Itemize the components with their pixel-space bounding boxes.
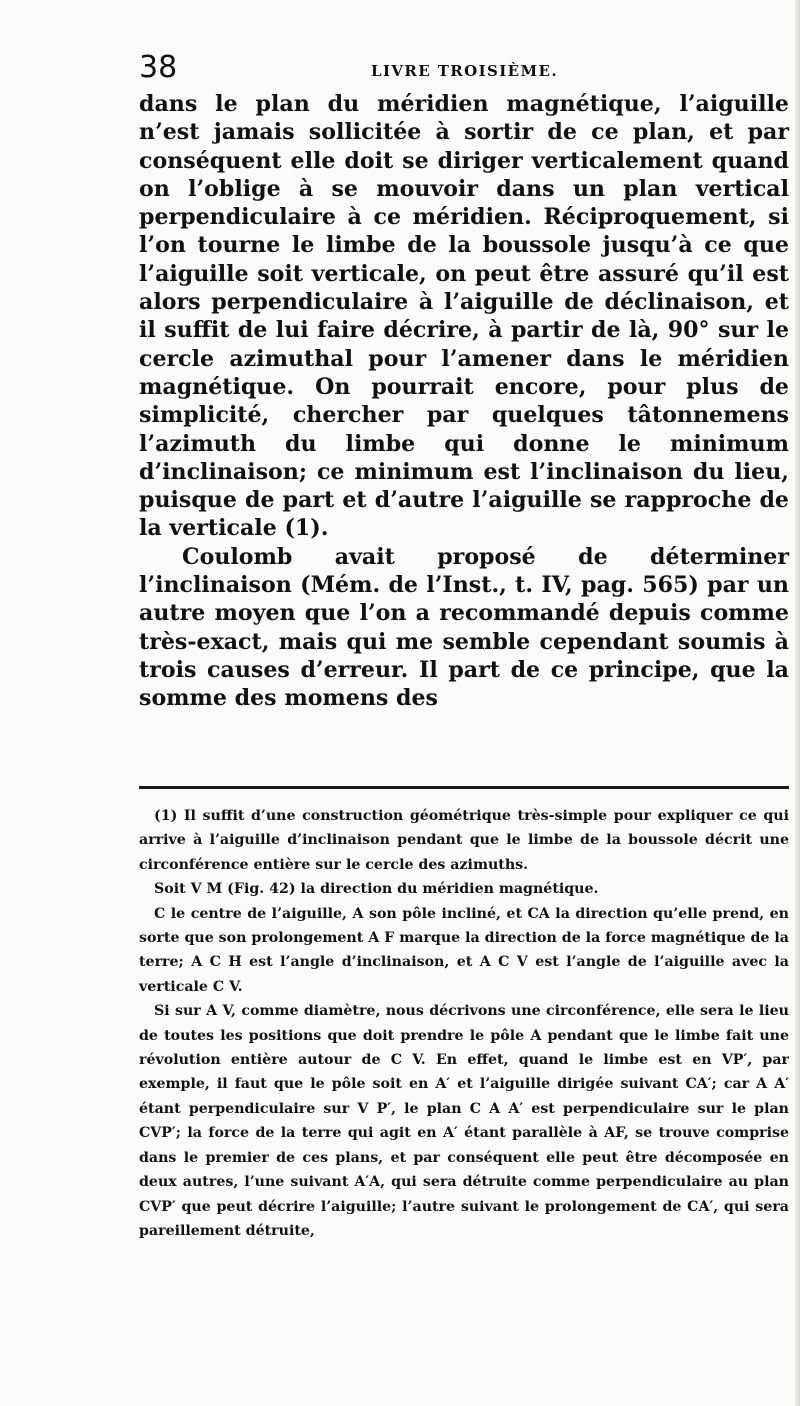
page-number: 38 [139,50,178,85]
footnote-separator [139,786,789,789]
body-paragraph-1: dans le plan du méridien magnétique, l’aiguille n’est jamais sollicitée à sortir de ce plan, et par conséquent elle doit se diriger verticalement quand on l’oblige à se mouvoir dans un plan vertical perpendiculaire à ce méridien. Réciproquement, si l’on tourne le limbe de la boussole jusqu’à ce que l’aiguille soit verticale, on peut être assuré qu’il est alors perpendiculaire à l’aiguille de déclinaison, et il suffit de lui faire décrire, à partir de là, 90° sur le cercle azimuthal pour l’amener dans le méridien magnétique. On pourrait encore, pour plus de simplicité, chercher par quelques tâtonnemens l’azimuth du limbe qui donne le minimum d’inclinaison; ce minimum est l’inclinaison du lieu, puisque de part et d’autre l’aiguille se rapproche de la verticale (1). [139,91,789,542]
main-text [139,90,789,713]
footnote-1: (1) Il suffit d’une construction géométrique très-simple pour expliquer ce qui arrive à l’aiguille d’inclinaison pendant que le limbe de la boussole décrit une circonférence entière sur le cercle des azimuths. [139,808,789,873]
page-header [139,51,789,91]
footnote-2: Soit V M (Fig. 42) la direction du méridien magnétique. [154,881,599,898]
page-edge [795,0,800,1406]
body-paragraph-2: Coulomb avait proposé de déterminer l’inclinaison (Mém. de l’Inst., t. IV, pag. 565) par un autre moyen que l’on a recommandé depuis comme très-exact, mais qui me semble cependant soumis à trois causes d’erreur. Il part de ce principe, que la somme des momens des [139,543,789,712]
footnotes [139,804,789,1243]
running-head: LIVRE TROISIÈME. [371,62,558,80]
footnote-4: Si sur A V, comme diamètre, nous décrivons une circonférence, elle sera le lieu de toutes les positions que doit prendre le pôle A pendant que le limbe fait une révolution entière autour de C V. En effet, quand le limbe est en VP′, par exemple, il faut que le pôle soit en A′ et l’aiguille dirigée suivant CA′; car A A′ étant perpendiculaire sur V P′, le plan C A A′ est perpendiculaire sur le plan CVP′; la force de la terre qui agit en A′ étant parallèle à AF, se trouve comprise dans le premier de ces plans, et par conséquent elle peut être décomposée en deux autres, l’une suivant A′A, qui sera détruite comme perpendiculaire au plan CVP′ que peut décrire l’aiguille; l’autre suivant le prolongement de CA′, qui sera pareillement détruite, [139,1003,789,1239]
footnote-3: C le centre de l’aiguille, A son pôle incliné, et CA la direction qu’elle prend, en sorte que son prolongement A F marque la direction de la force magnétique de la terre; A C H est l’angle d’inclinaison, et A C V est l’angle de l’aiguille avec la verticale C V. [139,905,789,995]
